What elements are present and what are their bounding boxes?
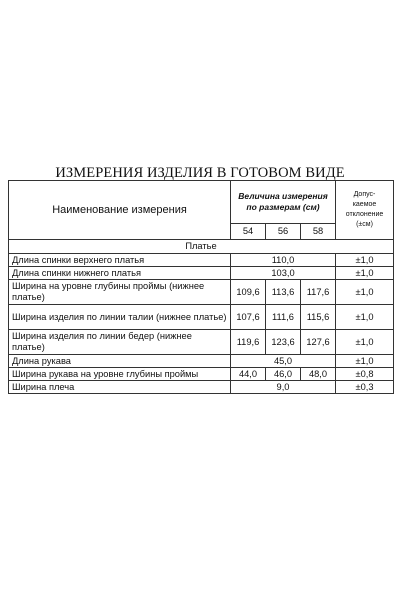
- row-value-54: 109,6: [231, 280, 266, 305]
- row-tolerance: ±0,8: [336, 368, 394, 381]
- row-value-58: 115,6: [301, 305, 336, 330]
- row-value-56: 111,6: [266, 305, 301, 330]
- row-name: Длина рукава: [9, 355, 231, 368]
- table-row: [9, 267, 394, 280]
- row-tolerance: ±1,0: [336, 305, 394, 330]
- header-size-value-line2: по размерам (см): [246, 202, 320, 212]
- row-value-58: 117,6: [301, 280, 336, 305]
- header-tolerance-line1: Допус-: [353, 191, 376, 198]
- measurements-table: [8, 180, 394, 394]
- header-tolerance: [336, 181, 394, 240]
- header-tolerance-line3: отклонение: [345, 211, 384, 218]
- row-tolerance: ±1,0: [336, 280, 394, 305]
- row-value-56: 113,6: [266, 280, 301, 305]
- header-tolerance-line2: каемое: [352, 201, 377, 208]
- row-name: Ширина изделия по линии талии (нижнее платье): [9, 305, 231, 330]
- header-measurement-name: Наименование измерения: [9, 181, 231, 240]
- row-value-54: 44,0: [231, 368, 266, 381]
- row-value-merged: 45,0: [231, 355, 336, 368]
- size-58: 58: [301, 224, 336, 240]
- section-row: [9, 240, 394, 254]
- document-title: ИЗМЕРЕНИЯ ИЗДЕЛИЯ В ГОТОВОМ ВИДЕ: [55, 165, 345, 181]
- table-row: [9, 355, 394, 368]
- table-row: [9, 254, 394, 267]
- header-tolerance-line4: (±см): [356, 221, 373, 228]
- row-name: Ширина рукава на уровне глубины проймы: [9, 368, 231, 381]
- row-name: Длина спинки верхнего платья: [9, 254, 231, 267]
- row-value-56: 123,6: [266, 330, 301, 355]
- row-value-58: 127,6: [301, 330, 336, 355]
- table-row: [9, 368, 394, 381]
- row-value-merged: 103,0: [231, 267, 336, 280]
- row-value-54: 107,6: [231, 305, 266, 330]
- table-row: [9, 305, 394, 330]
- table-header-row: [9, 181, 394, 224]
- table-row: [9, 280, 394, 305]
- row-tolerance: ±1,0: [336, 355, 394, 368]
- row-value-56: 46,0: [266, 368, 301, 381]
- row-value-merged: 9,0: [231, 381, 336, 394]
- size-54: 54: [231, 224, 266, 240]
- row-value-merged: 110,0: [231, 254, 336, 267]
- section-label: Платье: [9, 240, 394, 254]
- row-tolerance: ±1,0: [336, 330, 394, 355]
- table-row: [9, 330, 394, 355]
- table-row: [9, 381, 394, 394]
- row-name: Ширина плеча: [9, 381, 231, 394]
- row-tolerance: ±0,3: [336, 381, 394, 394]
- header-size-value: [231, 181, 336, 224]
- row-tolerance: ±1,0: [336, 254, 394, 267]
- row-name: Ширина изделия по линии бедер (нижнее платье): [9, 330, 231, 355]
- row-name: Длина спинки нижнего платья: [9, 267, 231, 280]
- row-value-58: 48,0: [301, 368, 336, 381]
- row-value-54: 119,6: [231, 330, 266, 355]
- size-56: 56: [266, 224, 301, 240]
- row-tolerance: ±1,0: [336, 267, 394, 280]
- row-name: Ширина на уровне глубины проймы (нижнее платье): [9, 280, 231, 305]
- header-size-value-line1: Величина измерения: [238, 191, 328, 201]
